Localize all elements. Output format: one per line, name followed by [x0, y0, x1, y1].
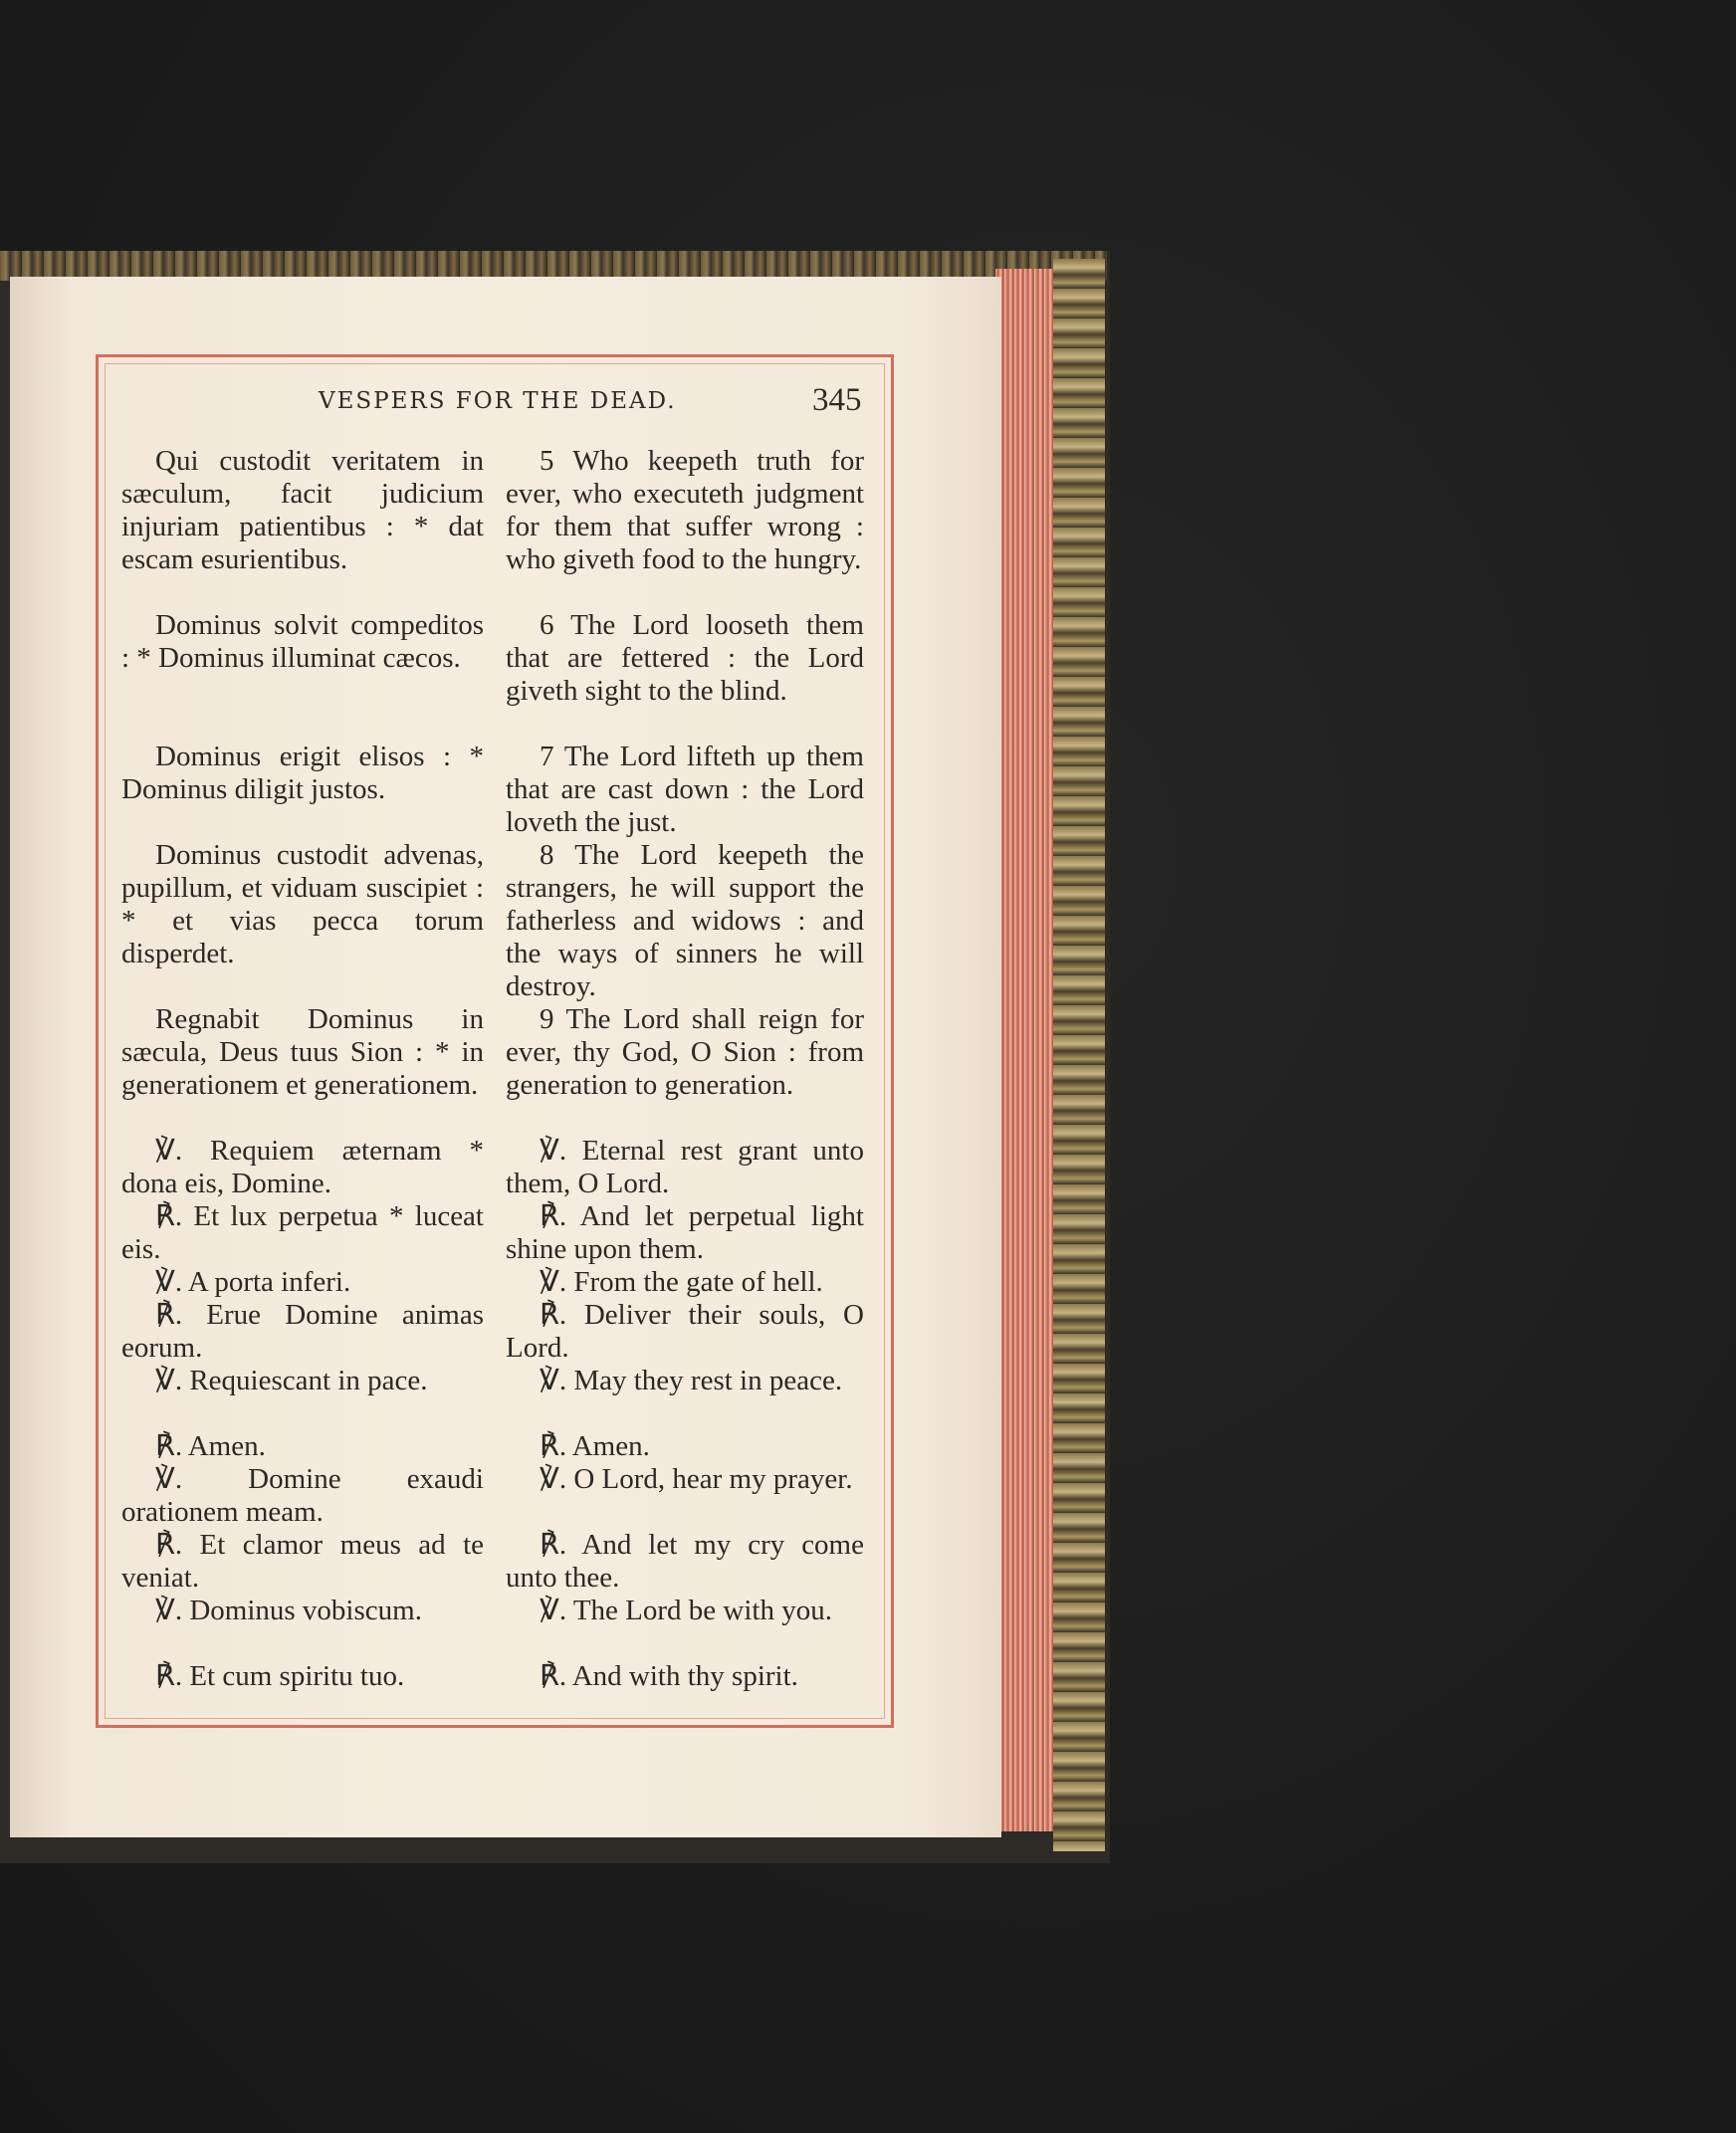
english-response: ℟. And let perpetual light shine upon them.	[506, 1200, 864, 1265]
english-response: ℟. And let my cry come unto thee.	[506, 1529, 864, 1594]
latin-versicle: ℣. Requiem æternam * dona eis, Domine.	[121, 1135, 484, 1199]
running-head: VESPERS FOR THE DEAD.	[319, 388, 677, 414]
latin-verse: Dominus solvit compeditos : * Dominus illuminat cæcos.	[121, 609, 484, 674]
latin-response: ℟. Et clamor meus ad te veniat.	[121, 1529, 484, 1594]
latin-verse: Dominus erigit elisos : * Dominus diligit justos.	[121, 741, 484, 805]
latin-response: ℟. Amen.	[155, 1430, 266, 1462]
english-verse: 8 The Lord keepeth the strangers, he will support the fatherless and widows : and the ways of sinners he will destroy.	[506, 839, 864, 1002]
latin-response: ℟. Et cum spiritu tuo.	[155, 1660, 405, 1692]
english-verse: 5 Who keepeth truth for ever, who executeth judgment for them that suffer wrong : who giveth food to the hungry.	[506, 445, 864, 575]
english-response: ℟. Amen.	[540, 1430, 650, 1462]
latin-response: ℟. Erue Domine animas eorum.	[121, 1299, 484, 1364]
english-versicle: ℣. Eternal rest grant unto them, O Lord.	[506, 1135, 864, 1199]
english-versicle: ℣. From the gate of hell.	[540, 1266, 823, 1298]
english-verse: 9 The Lord shall reign for ever, thy God, O Sion : from generation to generation.	[506, 1003, 864, 1101]
latin-verse: Dominus custodit advenas, pupillum, et viduam suscipiet : * et vias pecca torum disperdet.	[121, 839, 484, 969]
english-response: ℟. And with thy spirit.	[540, 1660, 798, 1692]
english-verse: 7 The Lord lifteth up them that are cast down : the Lord loveth the just.	[506, 741, 864, 838]
latin-response: ℟. Et lux perpetua * luceat eis.	[121, 1200, 484, 1265]
latin-verse: Regnabit Dominus in sæcula, Deus tuus Sion : * in generationem et generationem.	[121, 1003, 484, 1101]
page-fore-edge	[995, 269, 1055, 1831]
latin-verse: Qui custodit veritatem in sæculum, facit judicium injuriam patientibus : * dat escam esurientibus.	[121, 445, 484, 575]
english-verse: 6 The Lord looseth them that are fettered : the Lord giveth sight to the blind.	[506, 609, 864, 707]
english-response: ℟. Deliver their souls, O Lord.	[506, 1299, 864, 1364]
latin-versicle: ℣. Requiescant in pace.	[155, 1365, 428, 1396]
latin-versicle: ℣. A porta inferi.	[155, 1266, 351, 1298]
gilt-cover-edge	[1053, 259, 1105, 1851]
english-versicle: ℣. The Lord be with you.	[540, 1595, 832, 1626]
latin-versicle: ℣. Domine exaudi orationem meam.	[121, 1463, 484, 1528]
latin-versicle: ℣. Dominus vobiscum.	[155, 1595, 422, 1626]
english-versicle: ℣. O Lord, hear my prayer.	[540, 1463, 853, 1495]
english-versicle: ℣. May they rest in peace.	[540, 1365, 843, 1396]
page-number: 345	[812, 382, 862, 418]
